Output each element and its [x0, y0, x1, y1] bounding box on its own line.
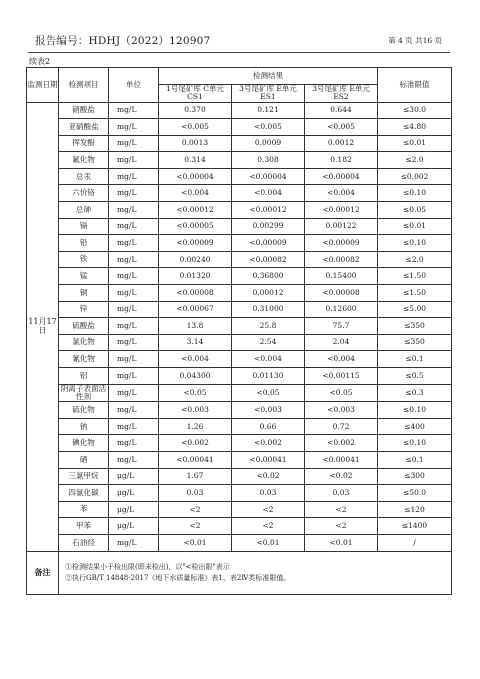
table-row: [27, 452, 452, 469]
value-cs1-cell: 0.0013: [159, 135, 232, 152]
table-row: [27, 351, 452, 368]
value-es2-cell: <0.004: [305, 185, 378, 202]
value-es1-cell: 0.66: [232, 418, 305, 435]
table-row: [27, 402, 452, 419]
header-item: 检测项目: [59, 68, 109, 103]
table-row: [27, 468, 452, 485]
value-cs1-cell: 1.26: [159, 418, 232, 435]
item-cell: 四氯化碳: [59, 485, 109, 502]
standard-cell: ≤120: [378, 501, 452, 518]
value-es1-cell: <0.00041: [232, 452, 305, 469]
unit-cell: mg/L: [109, 318, 159, 335]
unit-cell: mg/L: [109, 268, 159, 285]
continued-label: 续表2: [29, 57, 51, 66]
value-es1-cell: 0.31000: [232, 301, 305, 318]
table-row: [27, 135, 452, 152]
value-cs1-cell: <0.005: [159, 119, 232, 136]
value-es2-cell: <0.00008: [305, 285, 378, 302]
table-row: [27, 535, 452, 552]
item-cell: 氟化物: [59, 152, 109, 169]
report-number: 报告编号：HDHJ（2022）120907: [35, 35, 211, 47]
unit-cell: mg/L: [109, 152, 159, 169]
item-cell: 氰化物: [59, 351, 109, 368]
value-es1-cell: 0.00299: [232, 218, 305, 235]
value-cs1-cell: <0.002: [159, 435, 232, 452]
value-es2-cell: <0.004: [305, 351, 378, 368]
header-site-es2: 3号尾矿库 E单元ES2: [305, 85, 378, 103]
unit-cell: mg/L: [109, 452, 159, 469]
item-cell: 碘化物: [59, 435, 109, 452]
standard-cell: ≤0.10: [378, 435, 452, 452]
value-es2-cell: <0.00009: [305, 235, 378, 252]
monitoring-date: 11月17日: [27, 102, 59, 551]
value-cs1-cell: <0.00004: [159, 168, 232, 185]
unit-cell: mg/L: [109, 402, 159, 419]
unit-cell: mg/L: [109, 285, 159, 302]
unit-cell: mg/L: [109, 168, 159, 185]
value-es1-cell: <0.003: [232, 402, 305, 419]
header-site-es1: 3号尾矿库 E单元ES1: [232, 85, 305, 103]
value-es1-cell: 0.03: [232, 485, 305, 502]
value-es2-cell: <2: [305, 501, 378, 518]
value-cs1-cell: <0.00012: [159, 202, 232, 219]
standard-cell: ≤0.002: [378, 168, 452, 185]
table-row: [27, 119, 452, 136]
value-es1-cell: <0.005: [232, 119, 305, 136]
table-row: [27, 334, 452, 351]
value-cs1-cell: 0.314: [159, 152, 232, 169]
unit-cell: mg/L: [109, 119, 159, 136]
item-cell: 甲苯: [59, 518, 109, 535]
value-es2-cell: <0.01: [305, 535, 378, 552]
table-row: [27, 168, 452, 185]
table-row: [27, 152, 452, 169]
value-cs1-cell: <2: [159, 501, 232, 518]
table-row: [27, 418, 452, 435]
value-es1-cell: <0.05: [232, 384, 305, 402]
note-1: ①检测结果小于检出限(即未检出)，以"<检出限"表示: [65, 563, 230, 572]
value-es2-cell: 0.15400: [305, 268, 378, 285]
value-es1-cell: 0.0009: [232, 135, 305, 152]
standard-cell: ≤0.1: [378, 351, 452, 368]
item-cell: 石油烃: [59, 535, 109, 552]
item-cell: 挥发酚: [59, 135, 109, 152]
standard-cell: ≤0.10: [378, 235, 452, 252]
standard-cell: ≤0.10: [378, 402, 452, 419]
value-cs1-cell: <0.00041: [159, 452, 232, 469]
header-unit: 单位: [109, 68, 159, 103]
value-cs1-cell: 0.00240: [159, 251, 232, 268]
value-cs1-cell: <0.00009: [159, 235, 232, 252]
standard-cell: ≤4.80: [378, 119, 452, 136]
value-es2-cell: <0.02: [305, 468, 378, 485]
value-es2-cell: 0.12600: [305, 301, 378, 318]
standard-cell: ≤0.3: [378, 384, 452, 402]
table-row: [27, 518, 452, 535]
value-es2-cell: <0.00012: [305, 202, 378, 219]
table-row: [27, 102, 452, 119]
item-cell: 硒: [59, 452, 109, 469]
standard-cell: ≤0.01: [378, 135, 452, 152]
notes-label: 备注: [27, 551, 59, 594]
value-cs1-cell: 0.04300: [159, 368, 232, 385]
value-es1-cell: <0.00009: [232, 235, 305, 252]
value-es2-cell: <2: [305, 518, 378, 535]
item-cell: 六价铬: [59, 185, 109, 202]
standard-cell: ≤300: [378, 468, 452, 485]
unit-cell: mg/L: [109, 202, 159, 219]
unit-cell: mg/L: [109, 185, 159, 202]
unit-cell: mg/L: [109, 351, 159, 368]
value-es1-cell: <0.002: [232, 435, 305, 452]
item-cell: 阴离子表面活性剂: [59, 384, 109, 402]
value-cs1-cell: 0.01320: [159, 268, 232, 285]
standard-cell: ≤2.0: [378, 251, 452, 268]
item-cell: 三氯甲烷: [59, 468, 109, 485]
standard-cell: ≤50.0: [378, 485, 452, 502]
value-es1-cell: 0.308: [232, 152, 305, 169]
table-row: [27, 301, 452, 318]
standard-cell: ≤0.01: [378, 218, 452, 235]
standard-cell: ≤0.1: [378, 452, 452, 469]
unit-cell: μg/L: [109, 485, 159, 502]
value-es1-cell: <0.02: [232, 468, 305, 485]
table-row: [27, 368, 452, 385]
unit-cell: mg/L: [109, 251, 159, 268]
value-es1-cell: 0.36800: [232, 268, 305, 285]
value-cs1-cell: 0.370: [159, 102, 232, 119]
item-cell: 铝: [59, 368, 109, 385]
value-es2-cell: <0.00082: [305, 251, 378, 268]
standard-cell: ≤30.0: [378, 102, 452, 119]
standard-cell: ≤0.5: [378, 368, 452, 385]
item-cell: 氯化物: [59, 334, 109, 351]
standard-cell: ≤0.10: [378, 185, 452, 202]
value-es2-cell: <0.00115: [305, 368, 378, 385]
item-cell: 硫化物: [59, 402, 109, 419]
value-cs1-cell: 3.14: [159, 334, 232, 351]
standard-cell: ≤5.00: [378, 301, 452, 318]
table-row: [27, 501, 452, 518]
unit-cell: μg/L: [109, 501, 159, 518]
table-row: [27, 485, 452, 502]
unit-cell: mg/L: [109, 334, 159, 351]
table-row: [27, 202, 452, 219]
value-es1-cell: 2.54: [232, 334, 305, 351]
header-site-cs1: 1号尾矿库 C单元CS1: [159, 85, 232, 103]
item-cell: 锰: [59, 268, 109, 285]
standard-cell: ≤2.0: [378, 152, 452, 169]
item-cell: 铁: [59, 251, 109, 268]
table-row: [27, 285, 452, 302]
item-cell: 铜: [59, 285, 109, 302]
table-row: [27, 384, 452, 402]
value-es1-cell: <2: [232, 518, 305, 535]
item-cell: 总砷: [59, 202, 109, 219]
value-es1-cell: <0.00012: [232, 202, 305, 219]
unit-cell: mg/L: [109, 102, 159, 119]
unit-cell: mg/L: [109, 535, 159, 552]
item-cell: 铅: [59, 235, 109, 252]
standard-cell: ≤350: [378, 334, 452, 351]
standard-cell: /: [378, 535, 452, 552]
header-date: 监测日期: [27, 68, 59, 103]
standard-cell: ≤1.50: [378, 285, 452, 302]
value-cs1-cell: <0.003: [159, 402, 232, 419]
value-es2-cell: 0.03: [305, 485, 378, 502]
value-es1-cell: 0.01130: [232, 368, 305, 385]
value-cs1-cell: <0.00067: [159, 301, 232, 318]
value-es2-cell: <0.002: [305, 435, 378, 452]
table-row: [27, 268, 452, 285]
unit-cell: mg/L: [109, 218, 159, 235]
item-cell: 亚硝酸盐: [59, 119, 109, 136]
table-row: [27, 218, 452, 235]
unit-cell: μg/L: [109, 518, 159, 535]
item-cell: 锌: [59, 301, 109, 318]
note-2: ②执行GB/T 14848-2017《地下水质量标准》表1、表2Ⅳ类标准限值。: [65, 573, 291, 582]
value-es2-cell: 0.182: [305, 152, 378, 169]
value-es1-cell: <0.00004: [232, 168, 305, 185]
header-result: 检测结果: [159, 68, 378, 85]
value-es1-cell: 0.121: [232, 102, 305, 119]
value-cs1-cell: <0.00008: [159, 285, 232, 302]
value-es2-cell: 0.00122: [305, 218, 378, 235]
unit-cell: mg/L: [109, 135, 159, 152]
value-cs1-cell: <2: [159, 518, 232, 535]
value-es2-cell: <0.05: [305, 384, 378, 402]
value-cs1-cell: <0.01: [159, 535, 232, 552]
table-row: [27, 435, 452, 452]
item-cell: 钠: [59, 418, 109, 435]
value-es1-cell: <0.01: [232, 535, 305, 552]
unit-cell: mg/L: [109, 418, 159, 435]
item-cell: 硫酸盐: [59, 318, 109, 335]
standard-cell: ≤1.50: [378, 268, 452, 285]
value-cs1-cell: <0.004: [159, 185, 232, 202]
table-row: [27, 318, 452, 335]
header-divider: [28, 52, 450, 53]
item-cell: 苯: [59, 501, 109, 518]
unit-cell: mg/L: [109, 368, 159, 385]
table-row: [27, 235, 452, 252]
value-cs1-cell: 0.03: [159, 485, 232, 502]
standard-cell: ≤400: [378, 418, 452, 435]
value-es1-cell: <2: [232, 501, 305, 518]
value-cs1-cell: 13.8: [159, 318, 232, 335]
value-es2-cell: <0.005: [305, 119, 378, 136]
value-es1-cell: 0.00012: [232, 285, 305, 302]
unit-cell: mg/L: [109, 235, 159, 252]
unit-cell: mg/L: [109, 384, 159, 402]
unit-cell: mg/L: [109, 301, 159, 318]
page-number: 第 4 页 共16 页: [388, 36, 442, 45]
value-cs1-cell: 1.67: [159, 468, 232, 485]
value-es2-cell: <0.003: [305, 402, 378, 419]
value-es1-cell: <0.004: [232, 185, 305, 202]
value-es2-cell: <0.00041: [305, 452, 378, 469]
table-row: [27, 185, 452, 202]
value-es2-cell: 0.644: [305, 102, 378, 119]
value-es1-cell: <0.004: [232, 351, 305, 368]
unit-cell: μg/L: [109, 468, 159, 485]
value-es2-cell: 0.0012: [305, 135, 378, 152]
value-cs1-cell: <0.00005: [159, 218, 232, 235]
value-es2-cell: <0.00004: [305, 168, 378, 185]
unit-cell: mg/L: [109, 435, 159, 452]
standard-cell: ≤0.05: [378, 202, 452, 219]
value-es2-cell: 75.7: [305, 318, 378, 335]
item-cell: 镉: [59, 218, 109, 235]
standard-cell: ≤1400: [378, 518, 452, 535]
value-es2-cell: 2.04: [305, 334, 378, 351]
item-cell: 硝酸盐: [59, 102, 109, 119]
item-cell: 总汞: [59, 168, 109, 185]
value-es2-cell: 0.72: [305, 418, 378, 435]
table-row: [27, 251, 452, 268]
notes-cell: [59, 551, 452, 594]
results-table: [26, 67, 452, 595]
value-cs1-cell: <0.05: [159, 384, 232, 402]
header-standard: 标准限值: [378, 68, 452, 103]
standard-cell: ≤350: [378, 318, 452, 335]
value-cs1-cell: <0.004: [159, 351, 232, 368]
value-es1-cell: <0.00082: [232, 251, 305, 268]
value-es1-cell: 25.8: [232, 318, 305, 335]
